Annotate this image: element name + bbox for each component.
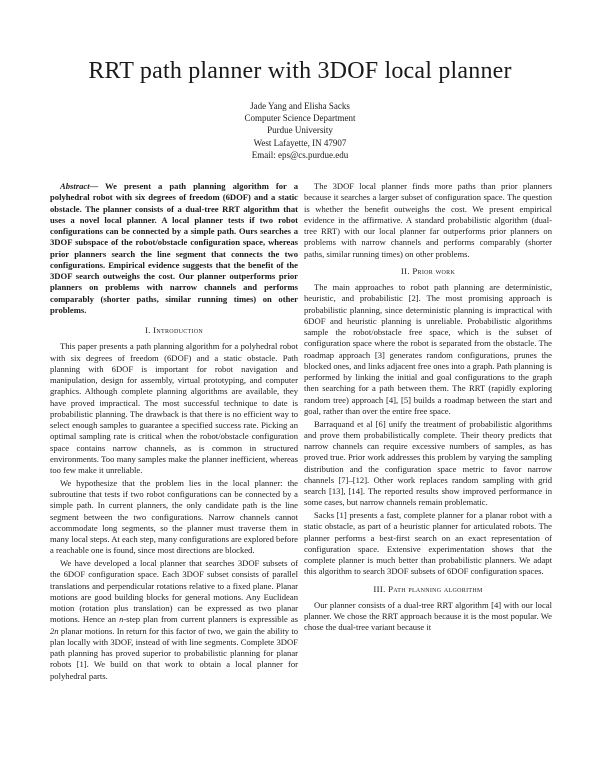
abstract: [50, 181, 298, 316]
paper-title: RRT path planner with 3DOF local planner: [88, 58, 512, 84]
section-heading-algorithm: III. Path planning algorithm: [373, 583, 483, 594]
math-2n: 2n: [50, 625, 59, 636]
author-department: Computer Science Department: [244, 113, 356, 124]
left-column: [50, 181, 298, 683]
paragraph-text: -step plan from current planners is expressible as: [123, 614, 298, 625]
paragraph-text: planar motions. In return for this factor of two, we gain the ability to plan locally with 3DOF, instead of with line segments. Complete 3DOF path planning has proved superior to probabilistic planning for planar robots [1]. We build on that work to obtain a local planner for polyhedral parts.: [50, 625, 298, 681]
math-n: n: [119, 614, 124, 625]
section-heading-introduction: I. Introduction: [144, 325, 204, 335]
right-column: [304, 181, 552, 635]
author-university: Purdue University: [267, 125, 333, 136]
author-email: Email: eps@cs.purdue.edu: [251, 149, 349, 160]
paragraph-text: We have developed a local planner that searches 3DOF subsets of the 6DOF configuration space. Each 3DOF subset consists of parallel translations and perpendicular rotations relative to a fixed plane. Planar motions are good building blocks for general motions. Any Euclidean motion (rotation plus translation) can be expressed as two planar motions. Hence an: [50, 558, 298, 625]
author-block: [0, 100, 600, 161]
abstract-lead: Abstract: [60, 181, 90, 191]
paragraph: Sacks [1] presents a fast, complete planner for a planar robot with a static obstacle, as part of a heuristic planner for articulated robots. The planner performs a best-first search on an exact representation of configuration space. Extensive experimentation shows that the complete planner is much better than probabilistic planners. We adapt this algorithm to search 3DOF subsets of 6DOF configuration spaces.: [304, 510, 552, 577]
paragraph: Barraquand et al [6] unify the treatment of probabilistic algorithms and prove them probabilistically complete. Their theory predicts that narrow channels can require excessive numbers of samples, as has proved true. Prior work addresses this problem by varying the sampling distribution and the configuration space metric to favor narrow channels [7]–[12]. Other work replaces random sampling with grid search [13], [14]. The reported results show improved performance in some cases, but narrow channels remain problematic.: [304, 418, 552, 508]
paragraph: We hypothesize that the problem lies in the local planner: the subroutine that tests if two robot configurations can be connected by a simple path. In current planners, the only candidate path is the line segment between the two configurations. Narrow channels cannot accommodate long segments, so the planner must traverse them in many local steps. At each step, many configurations are explored before a reachable one is found, since most directions are blocked.: [50, 477, 298, 556]
paragraph: The main approaches to robot path planning are deterministic, heuristic, and probabilistic [2]. The most promising approach is probabilistic planning, since deterministic planning is impractical with 6DOF and heuristic planning is unreliable. Probabilistic algorithms sample the robot/obstacle free space, which is the subset of configuration space where the robot is separated from the obstacle. The roadmap approach [3] generates random configurations, prunes the blocked ones, and links adjacent free ones into a graph. Path planning is performed by linking the initial and goal configurations to the graph then searching for a path between them. The RRT (rapidly exploring random tree) approach [4], [5] builds a roadmap between the start and goal, rather than over the entire free space.: [304, 282, 552, 416]
paragraph: Our planner consists of a dual-tree RRT algorithm [4] with our local planner. We chose the RRT approach because it is the most popular. We chose the dual-tree variant because it: [304, 599, 552, 633]
paragraph: [50, 558, 298, 682]
section-heading-prior-work: II. Prior work: [400, 265, 456, 276]
author-names: Jade Yang and Elisha Sacks: [250, 101, 350, 111]
paragraph: The 3DOF local planner finds more paths than prior planners because it searches a larger subset of configuration space. The question is whether the benefit outweighs the cost. We present empirical evidence in the affirmative. A standard probabilistic algorithm (dual-tree RRT) with our local planner far outperforms prior planners on problems with narrow channels and performs comparably (shorter paths, similar running times) on other problems.: [304, 181, 552, 259]
author-city: West Lafayette, IN 47907: [253, 137, 347, 148]
abstract-text: — We present a path planning algorithm for a polyhedral robot with six degrees of freedom (6DOF) and a static obstacle. The planner consists of a dual-tree RRT algorithm that uses a novel local planner. A local planner tests if two robot configurations can be connected by a simple path. Ours searches a 3DOF subspace of the robot/obstacle configuration space, whereas prior planners search the line segment that connects the two configurations. Empirical evidence suggests that the benefit of the 3DOF search outweighs the cost. Our planner outperforms prior planners on problems with narrow channels and performs comparably (shorter paths, similar running times) on other problems.: [50, 181, 298, 315]
paragraph: This paper presents a path planning algorithm for a polyhedral robot with six degrees of freedom (6DOF) and a static obstacle. Path planning with 6DOF is important for robot navigation and manipulation, design for assembly, virtual prototyping, and computer graphics. Although complete planning algorithms are available, they have proved impractical. The most successful technique to date is probabilistic planning. The drawback is that there is no efficient way to select enough samples to guarantee a specified success rate. Picking an optimal sampling rate is critical when the robot/obstacle configuration space contains narrow channels, as is common in structured environments. Too many samples make the planner inefficient, whereas too few make it unreliable.: [50, 341, 298, 475]
